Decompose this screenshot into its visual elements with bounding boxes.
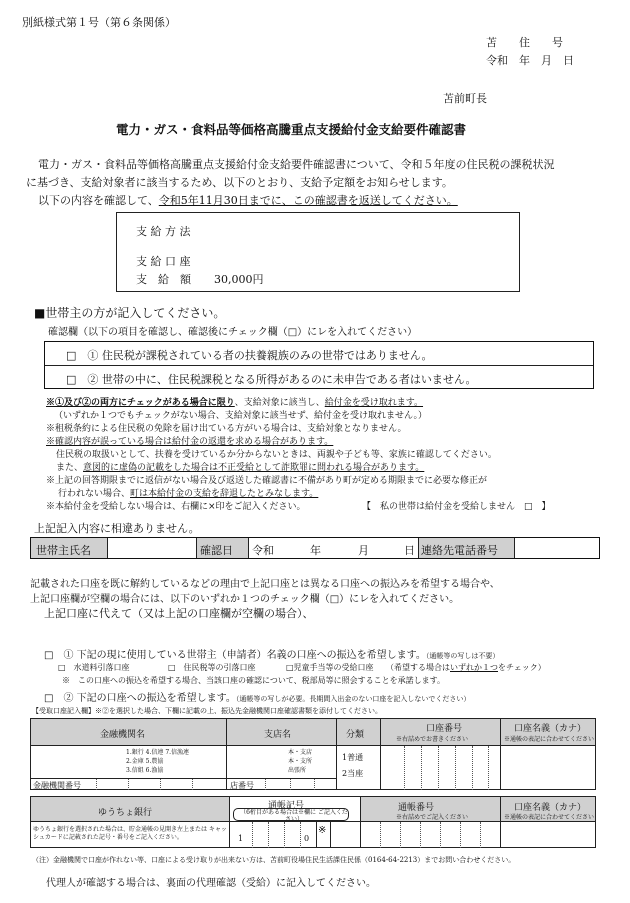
branch-name-header: 支店名 [264,730,292,740]
date-label: 令和 年 月 日 [486,54,574,67]
check-item-dependent[interactable]: □ ① 住民税が課税されている者の扶養親族のみの世帯ではありません。 [66,349,433,362]
form-label: 別紙様式第１号（第６条関係） [22,16,176,29]
date-year[interactable]: 年 [310,544,321,557]
symbol-last-digit: 0 [304,834,310,843]
date-day[interactable]: 日 [404,544,415,557]
note-4: ※確認内容が誤っている場合は給付金の返還を求める場合があります。 [46,437,334,447]
payment-method-label: 支 給 方 法 [136,225,191,238]
account-form-caption: 【受取口座記入欄】※②を選択した場合、下欄に記載の上、振込先金融機関口座確認書類を添付してください。 [32,707,382,715]
section-heading-householder: ■世帯主の方が記入してください。 [34,306,226,320]
account-holder-sub: ※通帳の表記に合わせてください [504,736,595,743]
bank-name-header: 金融機関名 [100,730,146,740]
yucho-holder-header: 口座名義（カナ） [514,803,587,813]
householder-name-label: 世帯主氏名 [36,544,91,557]
branch-code-label: 店番号 [230,781,254,790]
proxy-note: 代理人が確認する場合は、裏面の代理確認（受給）に記入してください。 [46,878,376,889]
confirm-date-label: 確認日 [200,544,233,557]
decline-checkbox[interactable]: 【 私の世帯は給付金を受給しません □ 】 [362,502,551,512]
yucho-note: ゆうちょ銀行を選択された場合は、貯金通帳の見開き左上または キャッシュカードに記載された記号・番号をご記入ください。 [33,826,227,841]
phone-field[interactable] [515,539,599,557]
address-label: 苫 住 号 [486,36,563,49]
document-title: 電力・ガス・食料品等価格高騰重点支援給付金支給要件確認書 [116,122,467,137]
option-2-other-account[interactable]: □ ② 下記の口座への振込を希望します。（通帳等の写しが必要。長期間入出金のない口座を記入しないでください） [44,693,471,704]
sub-option-child[interactable]: □児童手当等の受給口座 [286,663,374,672]
alt-account-para-3: 上記口座に代えて（又は上記の口座欄が空欄の場合）、 [44,607,314,620]
yucho-holder-sub: ※通帳の表記に合わせてください [504,814,595,821]
payment-amount-label: 支 給 額 [136,273,191,286]
intro-line-1: 電力・ガス・食料品等価格高騰重点支援給付金支給要件確認書について、令和５年度の住民税の課税状況 [38,158,555,171]
sub-option-water[interactable]: □ 水道料引落口座 [58,663,130,672]
check-instruction: 確認欄（以下の項目を確認し、確認後にチェック欄（□）にレを入れてください） [48,327,418,338]
note-7: ※上記の回答期限までに返信がない場合及び返送した確認書に不備があり町が定める期限までに必要な修正が [46,476,488,486]
intro-line-3: 以下の内容を確認して、令和5年11月30日までに、この確認書を返送してください。 [38,194,458,207]
sub-option-hint: （希望する場合はいずれか１つをチェック） [386,663,546,672]
note-1: ※①及び②の両方にチェックがある場合に限り、支給対象に該当し、給付金を受け取れます。 [46,398,424,408]
symbol-first-digit: 1 [238,834,244,843]
footer-note: （注）金融機関で口座が作れない等、口座による受け取りが出来ない方は、苫前町役場住民生活課住民係（0164-64-2213）までお問い合わせください。 [32,856,516,864]
option-1-current-account[interactable]: □ ① 下記の現に使用している世帯主（申請者）名義の口座への振込を希望します。（通帳等の写しは不要） [44,650,500,661]
note-9: ※本給付金を受給しない場合は、右欄に×印をご記入ください。 [46,502,306,512]
yucho-number-sub: ※右詰めでご記入ください [396,814,469,821]
alt-account-para-1: 記載された口座を既に解約しているなどの理由で上記口座とは異なる口座への振込みを希望する場合や、 [30,579,500,590]
note-6: また、意図的に虚偽の記載をした場合は不正受給として詐欺罪に問われる場合があります。 [56,463,425,473]
account-number-header: 口座番号 [426,724,463,734]
payment-account-label: 支 給 口 座 [136,255,191,268]
note-3: ※租税条約による住民税の免除を届け出ている方がいる場合は、支給対象となりません。 [46,424,407,434]
sub-option-tax[interactable]: □ 住民税等の引落口座 [168,663,256,672]
account-holder-header: 口座名義（カナ） [514,724,587,734]
account-number-sub: ※右詰めでお書きください [396,736,469,743]
intro-line-2: に基づき、支給対象者に該当するため、以下のとおり、支給予定額をお知らせします。 [26,176,453,189]
sender-name: 苫前町長 [443,92,487,105]
symbol-sub: （6桁目がある場合は※欄に ご記入ください） [240,809,348,823]
yucho-number-header: 通帳番号 [398,803,435,813]
alt-account-para-2: 上記口座欄が空欄の場合には、以下のいずれか１つのチェック欄（□）にレを入れてください。 [30,594,460,605]
note-8: 行われない場合、町は本給付金の支給を辞退したとみなします。 [58,489,319,499]
symbol-mark: ※ [318,825,327,836]
category-savings[interactable]: 1普通 [342,753,364,762]
yucho-label: ゆうちょ銀行 [98,808,153,818]
note-2: （いずれか１つでもチェックがない場合、支給対象に該当せず、給付金を受け取れません。） [54,411,428,421]
deadline-text: 令和5年11月30日までに、この確認書を返送してください。 [158,194,458,207]
payment-amount-value: 30,000円 [214,273,264,286]
date-month[interactable]: 月 [358,544,369,557]
bank-code-label: 金融機関番号 [33,781,81,790]
note-5: 住民税の取扱いとして、扶養を受けているか分からないときは、両親や子ども等、家族に確認してください。 [56,450,497,460]
householder-name-field[interactable] [108,539,196,557]
check-item-undeclared[interactable]: □ ② 世帯の中に、住民税課税となる所得があるのに未申告である者はいません。 [66,373,477,386]
option-1-note: ※ この口座への振込を希望する場合、当該口座の確認について、税部局等に照会することを承諾します。 [62,676,446,685]
category-header: 分類 [346,730,365,740]
category-checking[interactable]: 2当座 [342,769,364,778]
date-era: 令和 [252,544,274,557]
confirm-statement: 上記記入内容に相違ありません。 [34,522,200,535]
phone-label: 連絡先電話番号 [421,544,498,557]
symbol-header: 通帳記号 [268,801,305,811]
